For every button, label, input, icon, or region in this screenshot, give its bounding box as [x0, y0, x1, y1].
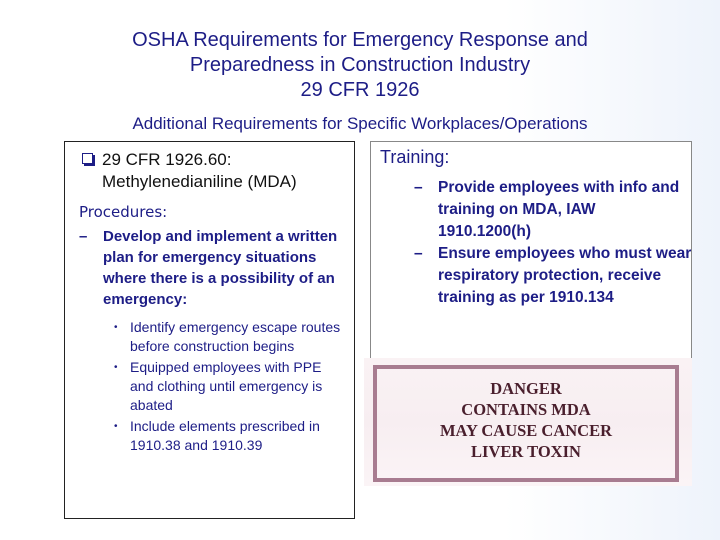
list-item — [79, 226, 351, 310]
bullet-text: Identify emergency escape routes before construction begins — [130, 319, 341, 354]
title-line-2: Preparedness in Construction Industry — [189, 54, 531, 76]
procedure-text: Develop and implement a written plan for emergency situations where there is a possibility of an emergency: — [103, 228, 338, 308]
procedures-list — [79, 226, 351, 310]
bullet-text: Include elements prescribed in 1910.38 and 1910.39 — [130, 418, 320, 453]
slide-title — [40, 28, 680, 103]
dash-marker: – — [414, 179, 423, 196]
list-item — [414, 177, 692, 243]
bullet-marker: • — [114, 362, 118, 373]
title-line-1: OSHA Requirements for Emergency Response and — [132, 29, 588, 51]
bullet-marker: • — [114, 322, 118, 333]
danger-label-line: LIVER TOXIN — [471, 442, 581, 461]
list-item — [114, 358, 342, 415]
slide-subtitle: Additional Requirements for Specific Workplaces/Operations — [132, 114, 588, 133]
procedures-heading: Procedures: — [79, 203, 168, 221]
danger-label-text — [373, 378, 679, 462]
danger-label-image — [364, 358, 692, 486]
checkbox-bullet-icon — [82, 153, 93, 164]
dash-marker: – — [79, 228, 88, 245]
list-item — [114, 417, 342, 455]
training-text: Provide employees with info and training on MDA, IAW 1910.1200(h) — [438, 179, 680, 240]
section-name: Methylenedianiline (MDA) — [102, 172, 297, 191]
bullet-text: Equipped employees with PPE and clothing until emergency is abated — [130, 359, 323, 413]
title-line-3: 29 CFR 1926 — [300, 79, 420, 101]
danger-label-line: DANGER — [490, 379, 562, 398]
training-heading: Training: — [380, 147, 450, 167]
list-item — [414, 243, 692, 309]
procedure-bullets — [114, 318, 342, 457]
training-text: Ensure employees who must wear respiratory protection, receive training as per 1910.134 — [438, 245, 692, 306]
section-code: 29 CFR 1926.60: — [102, 150, 232, 169]
section-heading — [82, 149, 352, 193]
bullet-marker: • — [114, 421, 118, 432]
danger-label-line: MAY CAUSE CANCER — [439, 421, 613, 440]
list-item — [114, 318, 342, 356]
training-list — [414, 177, 692, 309]
danger-label-line: CONTAINS MDA — [461, 400, 591, 419]
dash-marker: – — [414, 245, 423, 262]
